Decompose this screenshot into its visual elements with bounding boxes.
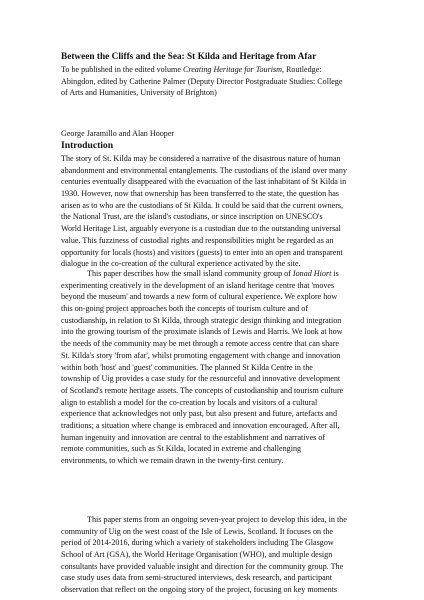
text-line: centuries eventually disappeared with the evacuation of the last inhabitant of St Kilda in bbox=[61, 177, 347, 187]
heading-text: Introduction bbox=[61, 140, 114, 151]
text-line: into the growing tourism of the proximate islands of Lewis and Harris. We look at how bbox=[61, 327, 343, 337]
section-heading bbox=[61, 140, 361, 153]
text-line: beyond the museum' and towards a new form of cultural experience. We explore how bbox=[61, 292, 338, 302]
text-line: township of Uig provides a case study for the resourceful and innovative development bbox=[61, 374, 341, 384]
publication-line: of Arts and Humanities, University of Brighton) bbox=[61, 88, 217, 98]
text-line: The story of St. Kilda may be considered a narrative of the disastrous nature of human bbox=[61, 154, 341, 163]
text-line: align to establish a model for the co-creation by locals and visitors of a cultural bbox=[61, 397, 318, 407]
text-line: human ingenuity and innovation are central to the establishment and narratives of bbox=[61, 432, 326, 442]
authors-line: George Jaramillo and Alan Hooper bbox=[61, 129, 175, 138]
publication-text: , Routledge: bbox=[281, 65, 322, 74]
text-line: value. This fuzziness of custodial rights and responsibilities might be regarded as an bbox=[61, 235, 334, 245]
group-name: Ionad Hiort bbox=[292, 269, 332, 278]
text-line: period of 2014-2016, during which a variety of stakeholders including The Glasgow bbox=[61, 538, 334, 548]
text-run: is bbox=[331, 269, 339, 278]
paragraph-2 bbox=[61, 268, 361, 467]
text-line: arisen as to who are the custodians of St Kilda. It could be said that the current owners, bbox=[61, 200, 344, 210]
text-line: This paper stems from an ongoing seven-year project to develop this idea, in the bbox=[87, 515, 347, 524]
paragraph-3 bbox=[61, 514, 361, 596]
text-line: consultants have provided valuable insight and direction for the community group. The bbox=[61, 561, 344, 571]
text-line: within both 'host' and 'guest' communities. The planned St Kilda Centre in the bbox=[61, 362, 313, 372]
text-line: the National Trust, are the island's custodians, or since inscription on UNESCO's bbox=[61, 212, 323, 222]
text-line: opportunity for locals (hosts) and visitors (guests) to enter into an open and transparent bbox=[61, 247, 343, 257]
text-line: case study uses data from semi-structured interviews, desk research, and participant bbox=[61, 573, 333, 583]
text-line: remote communities, such as St Kilda, located in extreme and challenging bbox=[61, 444, 302, 454]
text-line: community of Uig on the west coast of the Isle of Lewis, Scotland. It focuses on the bbox=[61, 526, 333, 536]
author-names bbox=[61, 128, 361, 140]
text-line: dialogue in the co-creation of the cultural experience activated by the site. bbox=[61, 259, 301, 269]
publication-line: Abingdon, edited by Catherine Palmer (Deputy Director Postgraduate Studies: College bbox=[61, 76, 343, 86]
paper-title bbox=[61, 51, 361, 64]
text-line: this on-going project approaches both the concepts of tourism culture and of bbox=[61, 304, 309, 314]
text-line: traditions; a situation where change is embraced and innovation encouraged. After all, bbox=[61, 420, 340, 430]
text-run: This paper describes how the small island community group of bbox=[87, 269, 293, 278]
publication-text: To be published in the edited volume bbox=[61, 65, 183, 74]
text-line: experimenting creatively in the development of an island heritage centre that 'moves bbox=[61, 280, 335, 290]
text-line bbox=[61, 268, 361, 280]
text-line: St. Kilda's story 'from afar', whilst promoting engagement with change and innovation bbox=[61, 350, 341, 360]
publication-note bbox=[61, 64, 361, 99]
publication-line bbox=[61, 64, 361, 76]
title-line: Between the Cliffs and the Sea: St Kilda and Heritage from Afar bbox=[61, 52, 317, 62]
text-line: of Scotland's remote heritage assets. The concepts of custodianship and tourism culture bbox=[61, 385, 344, 395]
text-line: 1930. However, now that ownership has been transferred to the state, the question has bbox=[61, 189, 339, 199]
text-line: environments, to which we remain drawn in the twenty-first century. bbox=[61, 456, 284, 465]
text-line: experience that acknowledges not only past, but also present and future, artefacts and bbox=[61, 409, 337, 419]
text-line: abandonment and environmental entanglements. The custodians of the island over many bbox=[61, 165, 347, 175]
paragraph-1 bbox=[61, 153, 361, 270]
text-line: custodianship, in relation to St Kilda, through strategic design thinking and integration bbox=[61, 315, 342, 325]
book-title: Creating Heritage for Tourism bbox=[182, 65, 282, 74]
text-line: World Heritage List, arguably everyone is a custodian due to the outstanding universal bbox=[61, 224, 341, 234]
text-line: the needs of the community may be met through a remote access centre that can share bbox=[61, 339, 340, 349]
text-line: School of Art (GSA), the World Heritage Organisation (WHO), and multiple design bbox=[61, 550, 333, 560]
text-line: observation that reflect on the ongoing story of the project, focusing on key moments bbox=[61, 585, 338, 595]
